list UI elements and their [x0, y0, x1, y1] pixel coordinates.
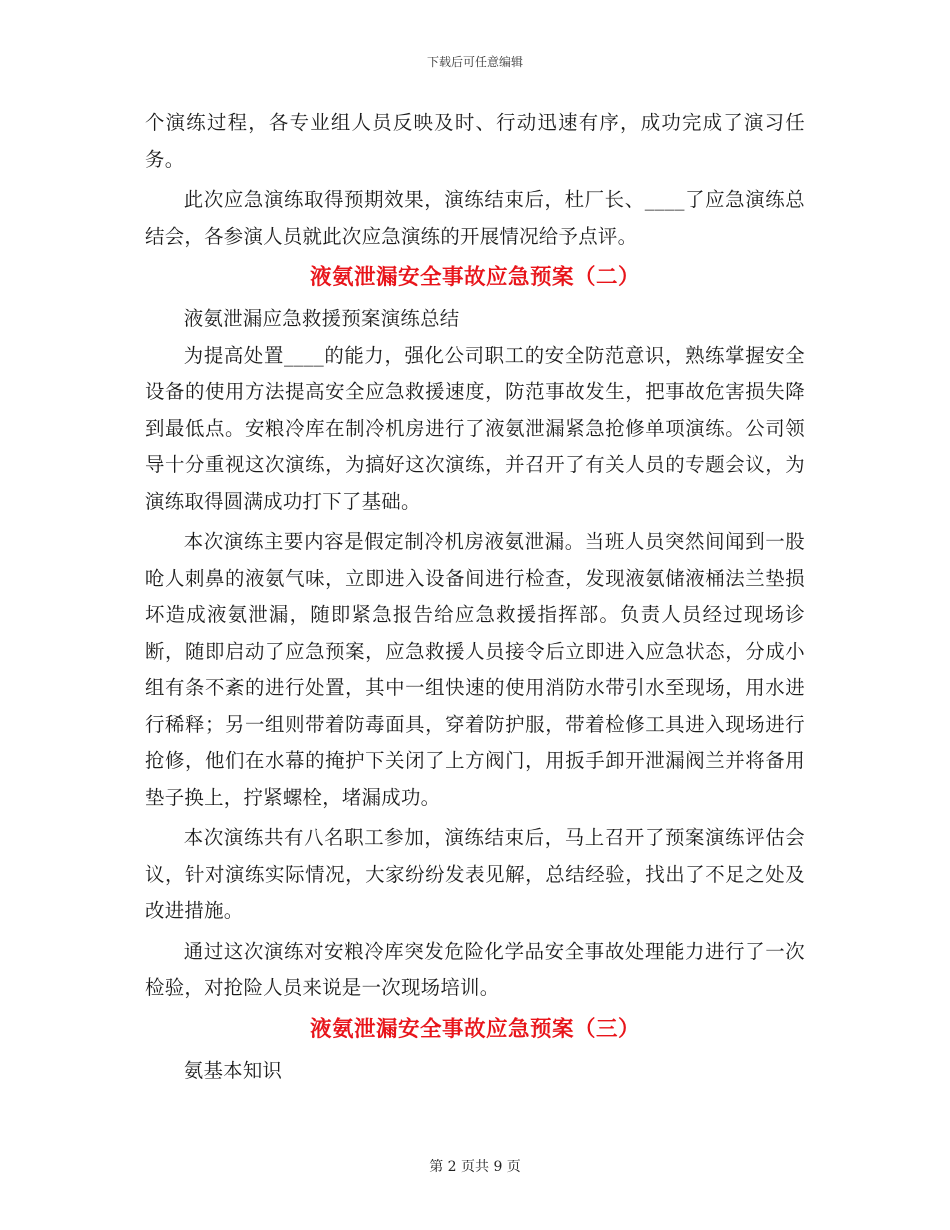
intro-paragraph-2: 此次应急演练取得预期效果，演练结束后，杜厂长、____了应急演练总结会，各参演人员就此次应急演练的开展情况给予点评。 [145, 188, 805, 248]
page-footer: 第 2 页共 9 页 [429, 1159, 521, 1175]
section-2-subtitle: 液氨泄漏应急救援预案演练总结 [183, 307, 460, 330]
intro-paragraph-1: 个演练过程，各专业组人员反映及时、行动迅速有序，成功完成了演习任务。 [145, 111, 805, 171]
section-2-paragraph-3: 本次演练共有八名职工参加，演练结束后，马上召开了预案演练评估会议，针对演练实际情况，大家纷纷发表见解，总结经验，找出了不足之处及改进措施。 [145, 826, 805, 922]
section-2-paragraph-2: 本次演练主要内容是假定制冷机房液氨泄漏。当班人员突然间闻到一股呛人刺鼻的液氨气味，立即进入设备间进行检查，发现液氨储液桶法兰垫损坏造成液氨泄漏，随即紧急报告给应急救援指挥部。负责人员经过现场诊断，随即启动了应急预案，应急救援人员接令后立即进入应急状态，分成小组有条不紊的进行处置，其中一组快速的使用消防水带引水至现场，用水进行稀释；另一组则带着防毒面具，穿着防护服，带着检修工具进入现场进行抢修，他们在水幕的掩护下关闭了上方阀门，用扳手卸开泄漏阀兰并将备用垫子换上，拧紧螺栓，堵漏成功。 [145, 530, 805, 809]
page-header: 下载后可任意编辑 [426, 55, 523, 69]
section-3-title: 液氨泄漏安全事故应急预案（三） [309, 1016, 640, 1042]
document-body [145, 105, 805, 1089]
section-2-paragraph-4: 通过这次演练对安粮冷库突发危险化学品安全事故处理能力进行了一次检验，对抢险人员来说是一次现场培训。 [145, 939, 805, 999]
section-2-paragraph-1: 为提高处置____的能力，强化公司职工的安全防范意识，熟练掌握安全设备的使用方法提高安全应急救援速度，防范事故发生，把事故危害损失降到最低点。安粮冷库在制冷机房进行了液氨泄漏紧急抢修单项演练。公司领导十分重视这次演练，为搞好这次演练，并召开了有关人员的专题会议，为演练取得圆满成功打下了基础。 [145, 343, 805, 513]
section-3-subtitle: 氨基本知识 [183, 1058, 283, 1082]
section-2-title: 液氨泄漏安全事故应急预案（二） [309, 265, 640, 290]
